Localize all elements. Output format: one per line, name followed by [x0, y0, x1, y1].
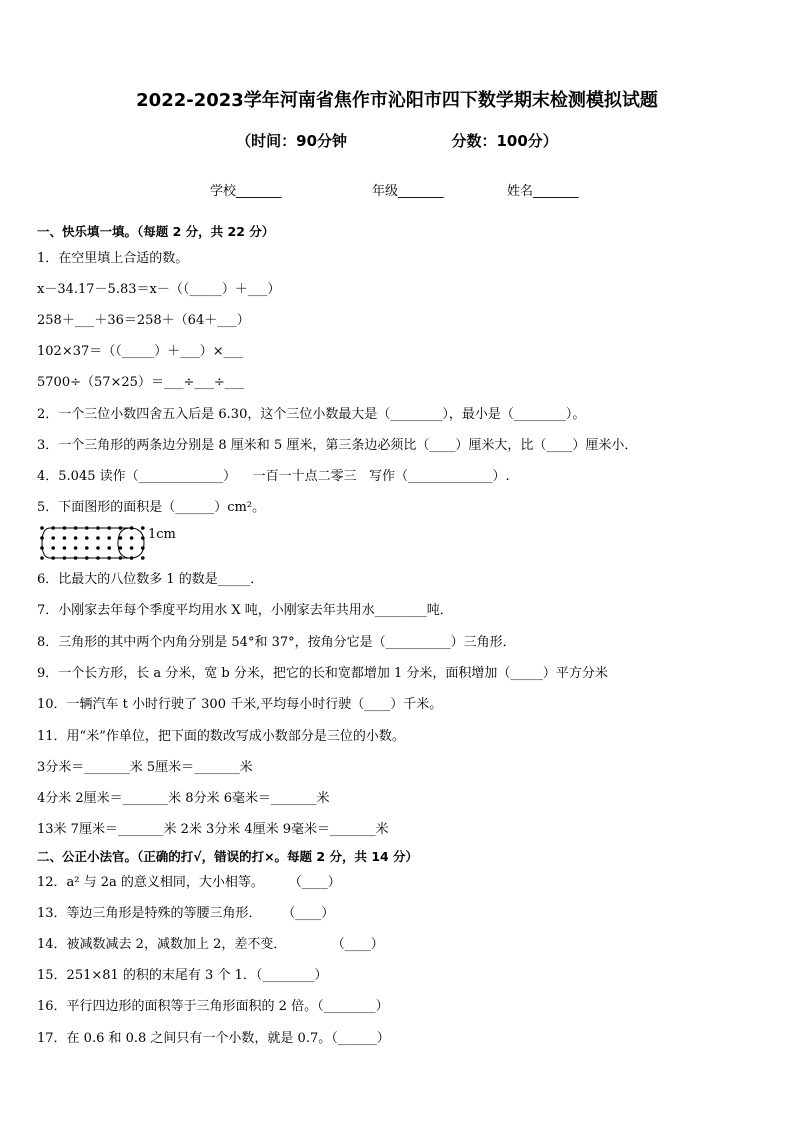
grid-dot	[141, 526, 145, 530]
grid-dot	[96, 546, 100, 550]
question-2: 2．一个三位小数四舍五入后是 6.30，这个三位小数最大是（________），最小是（________）。	[37, 407, 586, 422]
question-15: 15．251×81 的积的末尾有 3 个 1．（________）	[37, 968, 328, 983]
equation-line: 102×37＝（（_____）＋___）×___	[37, 344, 244, 359]
grid-dot	[74, 546, 78, 550]
question-11: 11．用“米”作单位，把下面的数改写成小数部分是三位的小数。	[37, 729, 405, 744]
grid-dot	[74, 536, 78, 540]
unit-label: 1cm	[148, 527, 176, 542]
grid-dot	[96, 536, 100, 540]
conversion-line: 4分米 2厘米＝_______米 8分米 6毫米＝_______米	[37, 791, 330, 806]
grid-dot	[51, 546, 55, 550]
question-12: 12．a² 与 2a 的意义相同，大小相等。 （____）	[37, 875, 341, 890]
grid-dot	[63, 536, 67, 540]
question-16: 16．平行四边形的面积等于三角形面积的 2 倍。（________）	[37, 999, 389, 1014]
question-3: 3．一个三角形的两条边分别是 8 厘米和 5 厘米，第三条边必须比（____）厘米大，比（____）厘米小．	[37, 438, 638, 453]
equation-line: 5700÷（57×25）＝___÷___÷___	[37, 375, 245, 390]
question-7: 7．小刚家去年每个季度平均用水 X 吨，小刚家去年共用水________吨．	[37, 603, 453, 618]
exam-subtitle: （时间：90分钟 分数：100分）	[236, 132, 558, 150]
grid-dot	[85, 536, 89, 540]
equation-line: x－34.17－5.83＝x－（（_____）＋___）	[37, 282, 281, 297]
grid-dot	[63, 546, 67, 550]
grid-dot	[40, 526, 44, 530]
section-heading: 二、公正小法官。（正确的打√，错误的打×。每题 2 分，共 14 分）	[37, 849, 419, 864]
grid-dot	[40, 556, 44, 560]
question-14: 14．被减数减去 2，减数加上 2，差不变． （____）	[37, 937, 384, 952]
question-9: 9．一个长方形，长 a 分米，宽 b 分米，把它的长和宽都增加 1 分米，面积增加（_____）平方分米	[37, 666, 608, 681]
section-heading: 一、快乐填一填。（每题 2 分，共 22 分）	[37, 224, 275, 239]
question-4: 4．5.045 读作（_____________） 一百一十点二零三 写作（_____________）.	[37, 469, 510, 484]
grade-field: 年级_______	[372, 184, 444, 199]
question-8: 8．三角形的其中两个内角分别是 54°和 37°，按角分它是（__________）三角形．	[37, 635, 516, 650]
question-13: 13．等边三角形是特殊的等腰三角形． （____）	[37, 906, 335, 921]
question-17: 17．在 0.6 和 0.8 之间只有一个小数，就是 0.7。（______）	[37, 1031, 390, 1046]
grid-dot	[130, 536, 134, 540]
question-1: 1．在空里填上合适的数。	[37, 251, 189, 266]
conversion-line: 13米 7厘米＝_______米 2米 3分米 4厘米 9毫米＝_______米	[37, 822, 389, 837]
grid-dot	[141, 556, 145, 560]
question-10: 10．一辆汽车 t 小时行驶了 300 千米,平均每小时行驶（____）千米。	[37, 697, 443, 712]
conversion-line: 3分米＝_______米 5厘米＝_______米	[37, 760, 253, 775]
question-5: 5．下面图形的面积是（______）cm²。	[37, 500, 266, 515]
grid-dot	[85, 546, 89, 550]
name-field: 姓名_______	[507, 184, 579, 199]
grid-dot	[130, 546, 134, 550]
equation-line: 258＋___＋36＝258＋（64＋___）	[37, 313, 250, 328]
grid-dot	[107, 536, 111, 540]
grid-dot	[51, 536, 55, 540]
shape-outline	[42, 528, 144, 558]
dot-grid-figure	[36, 522, 206, 564]
grid-dot	[107, 546, 111, 550]
school-field: 学校_______	[210, 184, 282, 199]
exam-title: 2022-2023学年河南省焦作市沁阳市四下数学期末检测模拟试题	[136, 90, 658, 111]
question-6: 6．比最大的八位数多 1 的数是_____．	[37, 572, 264, 587]
